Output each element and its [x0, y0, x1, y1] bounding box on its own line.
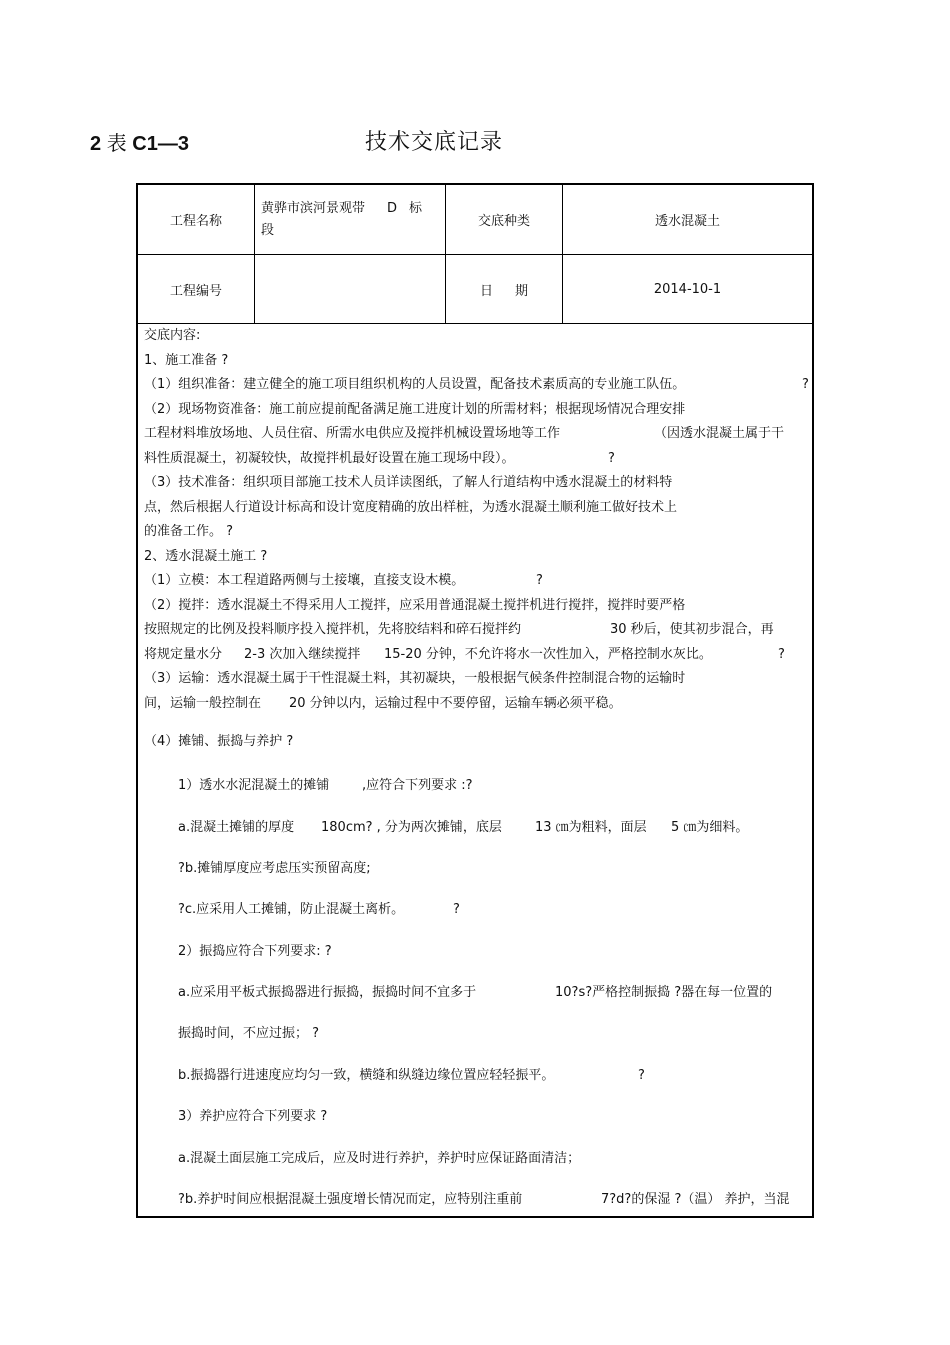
form-number — [90, 127, 189, 156]
content-line: 料性质混凝土，初凝较快，故搅拌机最好设置在施工现场中段）。 ? — [144, 451, 615, 466]
content-line: ?b.摊铺厚度应考虑压实预留高度; — [178, 861, 371, 876]
project-name-part4: 段 — [261, 222, 275, 238]
content-line: 振捣时间，不应过振； ? — [178, 1026, 320, 1041]
project-name-part2: D — [387, 200, 398, 216]
content-line: 工程材料堆放场地、人员住宿、所需水电供应及搅拌机械设置场地等工作 （因透水混凝土属于干 — [144, 426, 785, 441]
form-label: 表 — [106, 133, 127, 155]
content-line: 1）透水水泥混凝土的摊铺 ,应符合下列要求 :? — [178, 778, 473, 793]
content-line: 交底内容: — [144, 328, 201, 343]
type-value: 透水混凝土 — [654, 214, 720, 229]
content-line: a.混凝土面层施工完成后，应及时进行养护，养护时应保证路面清洁； — [178, 1151, 581, 1166]
type-label: 交底种类 — [446, 185, 563, 254]
content-line: （3）运输：透水混凝土属于干性混凝土料，其初凝块，一般根据气候条件控制混合物的运输时 — [144, 671, 686, 686]
content-line: ?b.养护时间应根据混凝土强度增长情况而定，应特别注重前 7?d?的保湿 ?（温） 养护，当混 — [178, 1192, 790, 1207]
content-line: 2、透水混凝土施工 ? — [144, 549, 268, 564]
content-line: （1）组织准备：建立健全的施工项目组织机构的人员设置，配备技术素质高的专业施工队伍。 ? — [144, 377, 809, 392]
content-line: 间，运输一般控制在 20 分钟以内，运输过程中不要停留，运输车辆必须平稳。 — [144, 696, 622, 711]
project-name-label: 工程名称 — [138, 185, 255, 254]
content-line: ?c.应采用人工摊铺，防止混凝土离析。 ? — [178, 902, 460, 917]
content-line: 按照规定的比例及投料顺序投入搅拌机，先将胶结料和碎石搅拌约 30 秒后，使其初步混合，再 — [144, 622, 774, 637]
content-line: （1）立模：本工程道路两侧与土接壤，直接支设木模。 ? — [144, 573, 543, 588]
date-label — [446, 255, 563, 323]
document-title: 技术交底记录 — [365, 130, 504, 155]
content-line: （2）搅拌：透水混凝土不得采用人工搅拌，应采用普通混凝土搅拌机进行搅拌，搅拌时要严格 — [144, 598, 686, 613]
project-no-label: 工程编号 — [138, 255, 255, 323]
content-line: 1、施工准备 ? — [144, 353, 229, 368]
form-prefix: 2 — [90, 133, 102, 155]
content-line: 3）养护应符合下列要求 ? — [178, 1109, 328, 1124]
date-value: 2014-10-1 — [653, 281, 722, 297]
content-line: 的准备工作。 ? — [144, 524, 234, 539]
content-line: 将规定量水分 2-3 次加入继续搅拌 15-20 分钟，不允许将水一次性加入，严格控制水灰比。 ? — [144, 647, 785, 662]
content-line: 点，然后根据人行道设计标高和设计宽度精确的放出样桩，为透水混凝土顺利施工做好技术上 — [144, 500, 678, 515]
project-no-value — [255, 255, 446, 323]
project-name-value — [255, 185, 446, 254]
form-code: C1—3 — [132, 133, 189, 155]
info-row-project-name — [138, 185, 812, 255]
content-line: b.振捣器行进速度应均匀一致，横缝和纵缝边缘位置应轻轻振平。 ? — [178, 1068, 645, 1083]
content-line: （3）技术准备：组织项目部施工技术人员详读图纸，了解人行道结构中透水混凝土的材料特 — [144, 475, 673, 490]
form-heading — [90, 125, 810, 157]
record-sheet — [136, 183, 814, 1218]
project-name-part3: 标 — [409, 200, 423, 216]
content-line: 2）振捣应符合下列要求: ? — [178, 944, 332, 959]
content-line: a.混凝土摊铺的厚度 180cm? , 分为两次摊铺，底层 13 ㎝为粗料，面层 5 ㎝为细料。 — [178, 820, 749, 835]
project-name-part1: 黄骅市滨河景观带 — [261, 200, 366, 216]
content-line: （2）现场物资准备：施工前应提前配备满足施工进度计划的所需材料；根据现场情况合理安排 — [144, 402, 686, 417]
content-line: a.应采用平板式振捣器进行振捣，振捣时间不宜多于 10?s?严格控制振捣 ?器在每一位置的 — [178, 985, 773, 1000]
content-line: （4）摊铺、振捣与养护 ? — [144, 734, 294, 749]
info-row-project-no — [138, 255, 812, 324]
date-label-text: 日期 — [479, 283, 550, 299]
